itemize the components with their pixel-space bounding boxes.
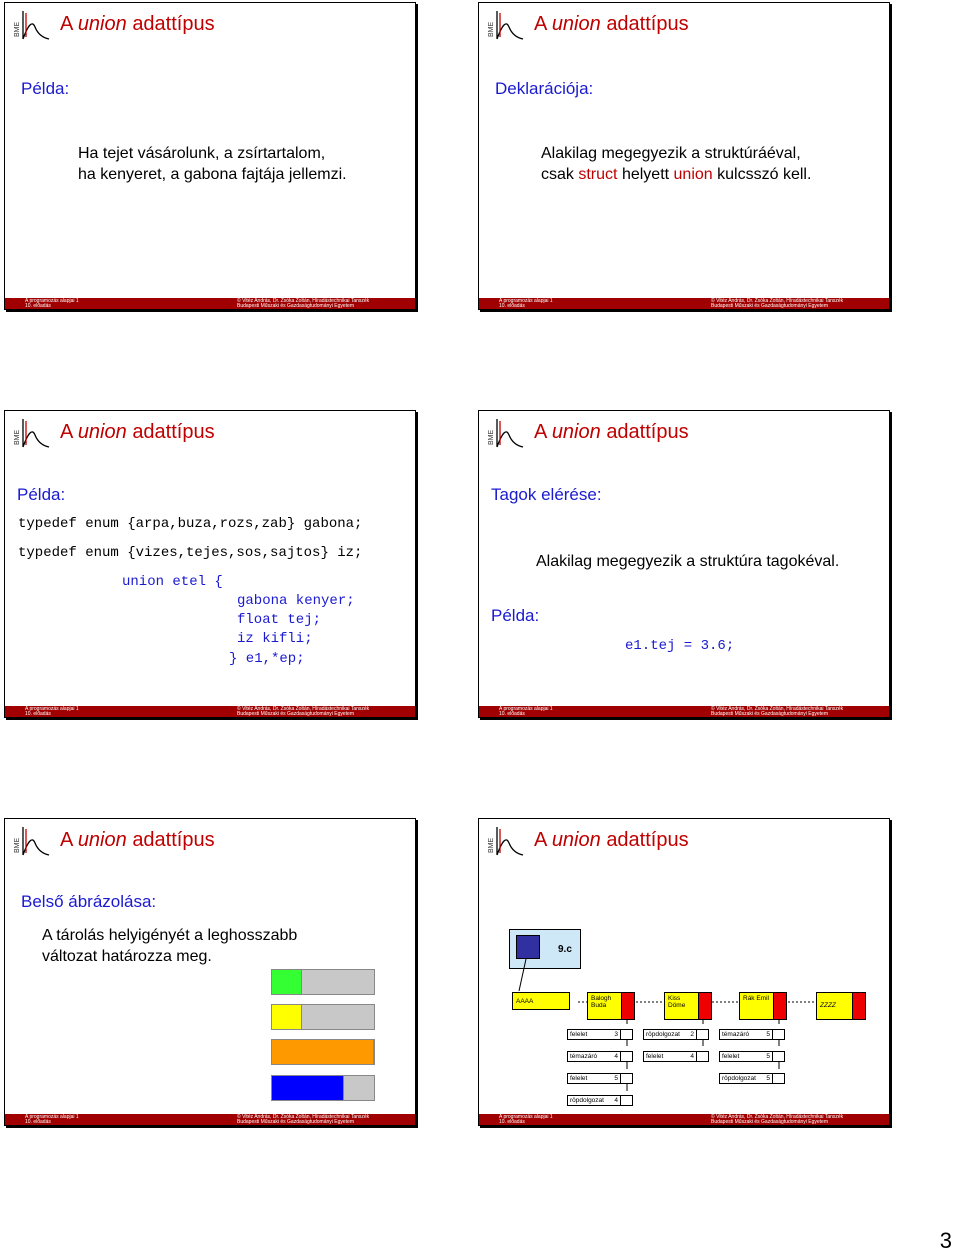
- slide-text: A tárolás helyigényét a leghosszabb változat határozza meg.: [42, 927, 298, 965]
- list-node: Balogh Buda: [587, 992, 635, 1020]
- slide-heading: Példa:: [17, 485, 66, 504]
- slide-footer: A programozás alapjai 1 10. előadás © Vitéz András, Dr. Zsóka Zoltán, Híradástechnikai Tanszék Budapesti Műszaki és Gazdaságtudományi Egyetem: [479, 1114, 889, 1125]
- bme-logo-icon: [483, 7, 527, 43]
- code-line: typedef enum {vizes,tejes,sos,sajtos} iz;: [18, 545, 363, 561]
- node-pointer-icon: [621, 993, 634, 1019]
- pointer-box-icon: [620, 1074, 632, 1083]
- slide-3: [4, 410, 416, 718]
- slide-heading: Példa:: [491, 606, 540, 625]
- sub-list-item: röpdolgozat 2: [643, 1029, 709, 1040]
- sub-list-item: röpdolgozat 4: [567, 1095, 633, 1106]
- slide-title: A union adattípus: [534, 13, 689, 35]
- svg-text:BME: BME: [488, 21, 495, 37]
- slide-text: Alakilag megegyezik a struktúra tagokéval.: [536, 553, 840, 570]
- pointer-box-icon: [696, 1052, 708, 1061]
- slide-footer: A programozás alapjai 1 10. előadás © Vitéz András, Dr. Zsóka Zoltán, Híradástechnikai Tanszék Budapesti Műszaki és Gazdaságtudományi Egyetem: [479, 298, 889, 309]
- slide-text: Alakilag megegyezik a struktúráéval, csak struct helyett union kulcsszó kell.: [541, 145, 812, 183]
- list-connectors: [479, 819, 890, 1126]
- code-line: e1.tej = 3.6;: [625, 638, 735, 654]
- bme-logo-icon: [9, 415, 53, 451]
- pointer-box-icon: [772, 1052, 784, 1061]
- sub-list-item: röpdolgozat 5: [719, 1073, 785, 1084]
- code-line: iz kifli;: [237, 631, 313, 647]
- list-node: ZZZZ: [816, 992, 866, 1020]
- sub-list-item: témazáró 5: [719, 1029, 785, 1040]
- slide-title: A union adattípus: [534, 421, 689, 443]
- code-line: } e1,*ep;: [229, 651, 305, 667]
- memory-bar: [271, 969, 375, 995]
- sub-list-item: felelet 4: [643, 1051, 709, 1062]
- memory-bar-fill: [272, 1005, 302, 1029]
- slide-footer: A programozás alapjai 1 10. előadás © Vitéz András, Dr. Zsóka Zoltán, Híradástechnikai Tanszék Budapesti Műszaki és Gazdaságtudományi Egyetem: [479, 706, 889, 717]
- pointer-box-icon: [696, 1030, 708, 1039]
- memory-bar: [271, 1039, 375, 1065]
- bme-logo-icon: [9, 823, 53, 859]
- page-number: 3: [939, 1228, 952, 1253]
- list-node: Rák Emil: [739, 992, 787, 1020]
- svg-text:BME: BME: [488, 429, 495, 445]
- svg-text:BME: BME: [14, 429, 21, 445]
- sub-list-item: felelet 3: [567, 1029, 633, 1040]
- pointer-box-icon: [620, 1052, 632, 1061]
- slide-text: Ha tejet vásárolunk, a zsírtartalom, ha kenyeret, a gabona fajtája jellemzi.: [78, 145, 347, 183]
- slide-heading: Belső ábrázolása:: [21, 892, 157, 911]
- bme-logo-icon: [9, 7, 53, 43]
- svg-text:BME: BME: [488, 837, 495, 853]
- node-pointer-icon: [773, 993, 786, 1019]
- slide-title: A union adattípus: [534, 829, 689, 851]
- list-node: Kiss Döme: [664, 992, 712, 1020]
- pointer-box-icon: [772, 1030, 784, 1039]
- sub-list-item: felelet 5: [567, 1073, 633, 1084]
- code-line: typedef enum {arpa,buza,rozs,zab} gabona;: [18, 516, 363, 532]
- slide-5: [4, 818, 416, 1126]
- memory-bar: [271, 1075, 375, 1101]
- slide-1: [4, 2, 416, 310]
- null-pointer-icon: [852, 993, 865, 1019]
- svg-text:BME: BME: [14, 837, 21, 853]
- slide-2: [478, 2, 890, 310]
- slide-title: A union adattípus: [60, 421, 215, 443]
- code-line: float tej;: [237, 612, 322, 628]
- memory-bar-fill: [272, 970, 302, 994]
- memory-bar: [271, 1004, 375, 1030]
- sub-list-item: témazáró 4: [567, 1051, 633, 1062]
- slide-footer: A programozás alapjai 1 10. előadás © Vitéz András, Dr. Zsóka Zoltán, Híradástechnikai Tanszék Budapesti Műszaki és Gazdaságtudományi Egyetem: [5, 298, 415, 309]
- code-line: union etel {: [122, 574, 223, 590]
- slide-heading: Példa:: [21, 79, 70, 98]
- node-pointer-icon: [698, 993, 711, 1019]
- list-node: AAAA: [512, 992, 570, 1010]
- svg-text:BME: BME: [14, 21, 21, 37]
- pointer-box-icon: [772, 1074, 784, 1083]
- slide-heading: Tagok elérése:: [491, 485, 602, 504]
- slide-6: [478, 818, 890, 1126]
- bme-logo-icon: [483, 415, 527, 451]
- slide-heading: Deklarációja:: [495, 79, 594, 98]
- code-line: gabona kenyer;: [237, 593, 355, 609]
- slide-4: [478, 410, 890, 718]
- slide-footer: A programozás alapjai 1 10. előadás © Vitéz András, Dr. Zsóka Zoltán, Híradástechnikai Tanszék Budapesti Műszaki és Gazdaságtudományi Egyetem: [5, 706, 415, 717]
- memory-bar-fill: [272, 1040, 374, 1064]
- memory-bar-fill: [272, 1076, 344, 1100]
- pointer-box-icon: [620, 1030, 632, 1039]
- slide-title: A union adattípus: [60, 13, 215, 35]
- slide-title: A union adattípus: [60, 829, 215, 851]
- list-head-label: 9.c: [558, 944, 572, 955]
- slide-footer: A programozás alapjai 1 10. előadás © Vitéz András, Dr. Zsóka Zoltán, Híradástechnikai Tanszék Budapesti Műszaki és Gazdaságtudományi Egyetem: [5, 1114, 415, 1125]
- pointer-box-icon: [620, 1096, 632, 1105]
- sub-list-item: felelet 5: [719, 1051, 785, 1062]
